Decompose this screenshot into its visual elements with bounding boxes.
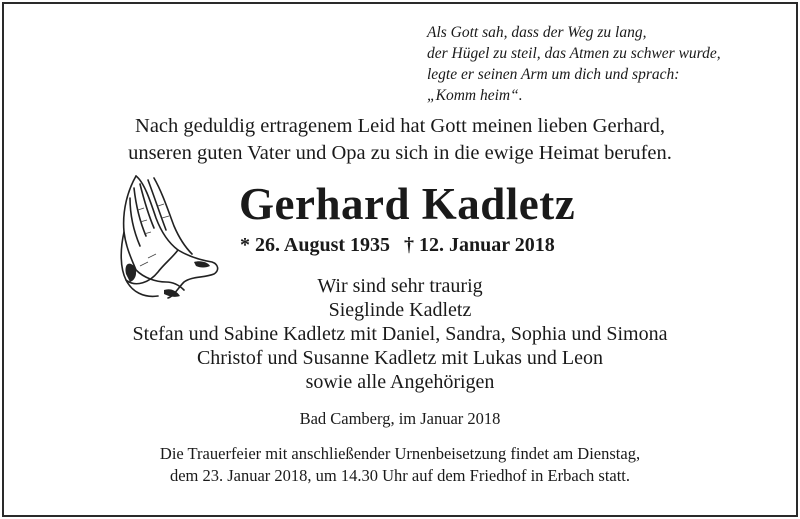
family-list [0,274,800,394]
intro-line: unseren guten Vater und Opa zu sich in die ewige Heimat berufen. [128,142,672,164]
place-date: Bad Camberg, im Januar 2018 [299,409,501,428]
death-date: † 12. Januar 2018 [404,234,555,256]
intro-text [0,113,800,167]
poem-verse [427,22,721,106]
poem-line: „Komm heim“. [427,87,523,104]
service-line: dem 23. Januar 2018, um 14.30 Uhr auf dem Friedhof in Erbach statt. [169,466,631,485]
family-line: sowie alle Angehörigen [305,371,495,393]
service-info [0,443,800,487]
poem-line: Als Gott sah, dass der Weg zu lang, [427,24,647,41]
intro-line: Nach geduldig ertragenem Leid hat Gott meinen lieben Gerhard, [135,115,665,137]
family-line: Christof und Susanne Kadletz mit Lukas und Leon [196,347,604,369]
poem-line: legte er seinen Arm um dich und sprach: [427,66,680,83]
birth-date: * 26. August 1935 [240,234,391,256]
service-line: Die Trauerfeier mit anschließender Urnenbeisetzung findet am Dienstag, [159,444,641,463]
family-line: Stefan und Sabine Kadletz mit Daniel, Sandra, Sophia und Simona [132,323,668,345]
life-dates [240,233,555,257]
deceased-name: Gerhard Kadletz [239,179,576,229]
family-line: Sieglinde Kadletz [328,299,472,321]
poem-line: der Hügel zu steil, das Atmen zu schwer wurde, [427,45,721,62]
family-line: Wir sind sehr traurig [317,275,483,297]
